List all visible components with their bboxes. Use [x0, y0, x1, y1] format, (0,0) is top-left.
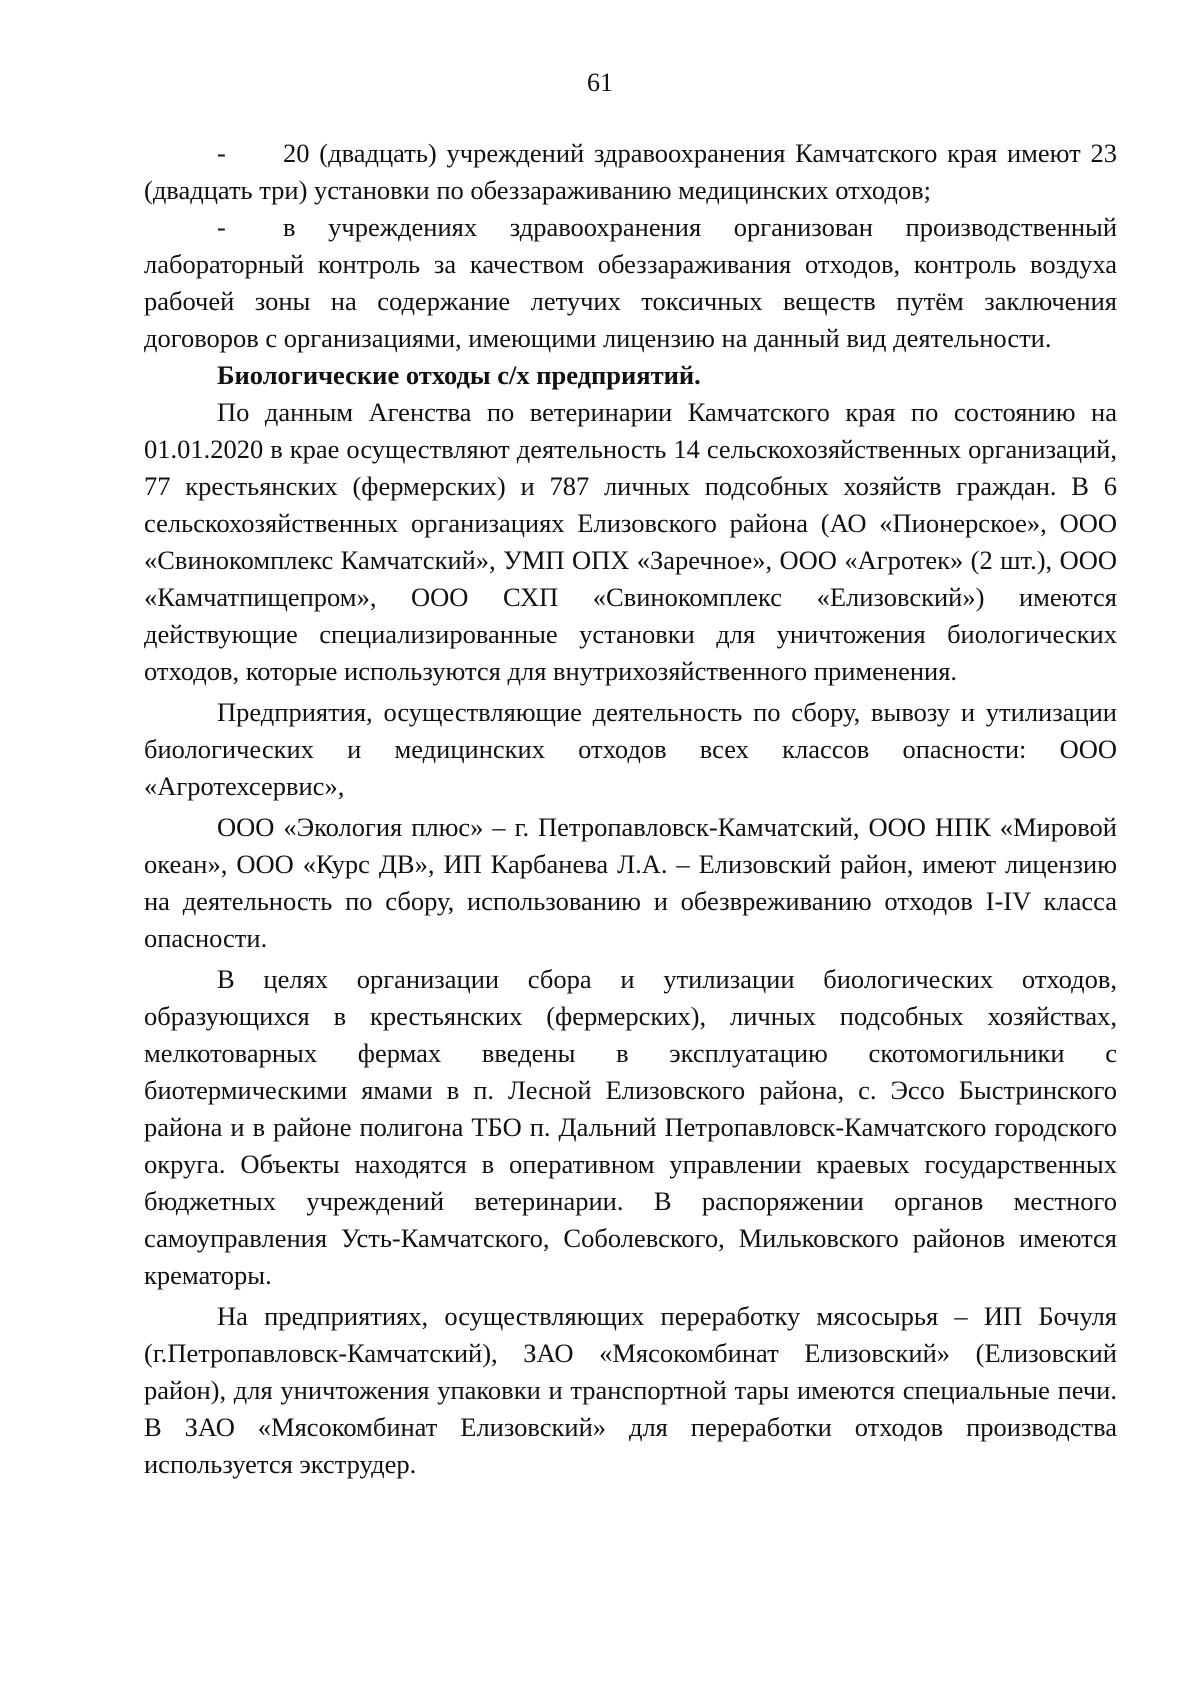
- paragraph: Предприятия, осуществляющие деятельность по сбору, вывозу и утилизации биологических и медицинских отходов всех классов опасности: ООО «Агротехсервис»,: [144, 697, 1117, 801]
- paragraph: ООО «Экология плюс» – г. Петропавловск-Камчатский, ООО НПК «Мировой океан», ООО «Курс ДВ», ИП Карбанева Л.А. – Елизовский район, имеют лицензию на деятельность по сбору, использованию и обезвреживанию отходов I-IV класса опасности.: [144, 812, 1117, 953]
- section-heading: Биологические отходы с/х предприятий.: [217, 360, 701, 390]
- document-body: [144, 135, 1117, 1483]
- bullet-text: 20 (двадцать) учреждений здравоохранения Камчатского края имеют 23 (двадцать три) установки по обеззараживанию медицинских отходов;: [144, 138, 1117, 205]
- bullet-item: [144, 135, 1117, 209]
- page-number: 61: [587, 68, 613, 97]
- paragraph: На предприятиях, осуществляющих переработку мясосырья – ИП Бочуля (г.Петропавловск-Камчатский), ЗАО «Мясокомбинат Елизовский» (Елизовский район), для уничтожения упаковки и транспортной тары имеются специальные печи. В ЗАО «Мясокомбинат Елизовский» для переработки отходов производства используется экструдер.: [144, 1301, 1117, 1479]
- bullet-item: [144, 209, 1117, 357]
- bullet-marker: -: [217, 212, 226, 242]
- bullet-text: в учреждениях здравоохранения организован производственный лабораторный контроль за качеством обеззараживания отходов, контроль воздуха рабочей зоны на содержание летучих токсичных веществ путём заключения договоров с организациями, имеющими лицензию на данный вид деятельности.: [144, 212, 1117, 353]
- bullet-marker: -: [217, 138, 226, 168]
- paragraph: В целях организации сбора и утилизации биологических отходов, образующихся в крестьянских (фермерских), личных подсобных хозяйствах, мелкотоварных фермах введены в эксплуатацию скотомогильники с биотермическими ямами в п. Лесной Елизовского района, с. Эссо Быстринского района и в районе полигона ТБО п. Дальний Петропавловск-Камчатского городского округа. Объекты находятся в оперативном управлении краевых государственных бюджетных учреждений ветеринарии. В распоряжении органов местного самоуправления Усть-Камчатского, Соболевского, Мильковского районов имеются крематоры.: [144, 964, 1117, 1290]
- paragraph: По данным Агенства по ветеринарии Камчатского края по состоянию на 01.01.2020 в крае осуществляют деятельность 14 сельскохозяйственных организаций, 77 крестьянских (фермерских) и 787 личных подсобных хозяйств граждан. В 6 сельскохозяйственных организациях Елизовского района (АО «Пионерское», ООО «Свинокомплекс Камчатский», УМП ОПХ «Заречное», ООО «Агротек» (2 шт.), ООО «Камчатпищепром», ООО СХП «Свинокомплекс «Елизовский») имеются действующие специализированные установки для уничтожения биологических отходов, которые используются для внутрихозяйственного применения.: [144, 397, 1117, 686]
